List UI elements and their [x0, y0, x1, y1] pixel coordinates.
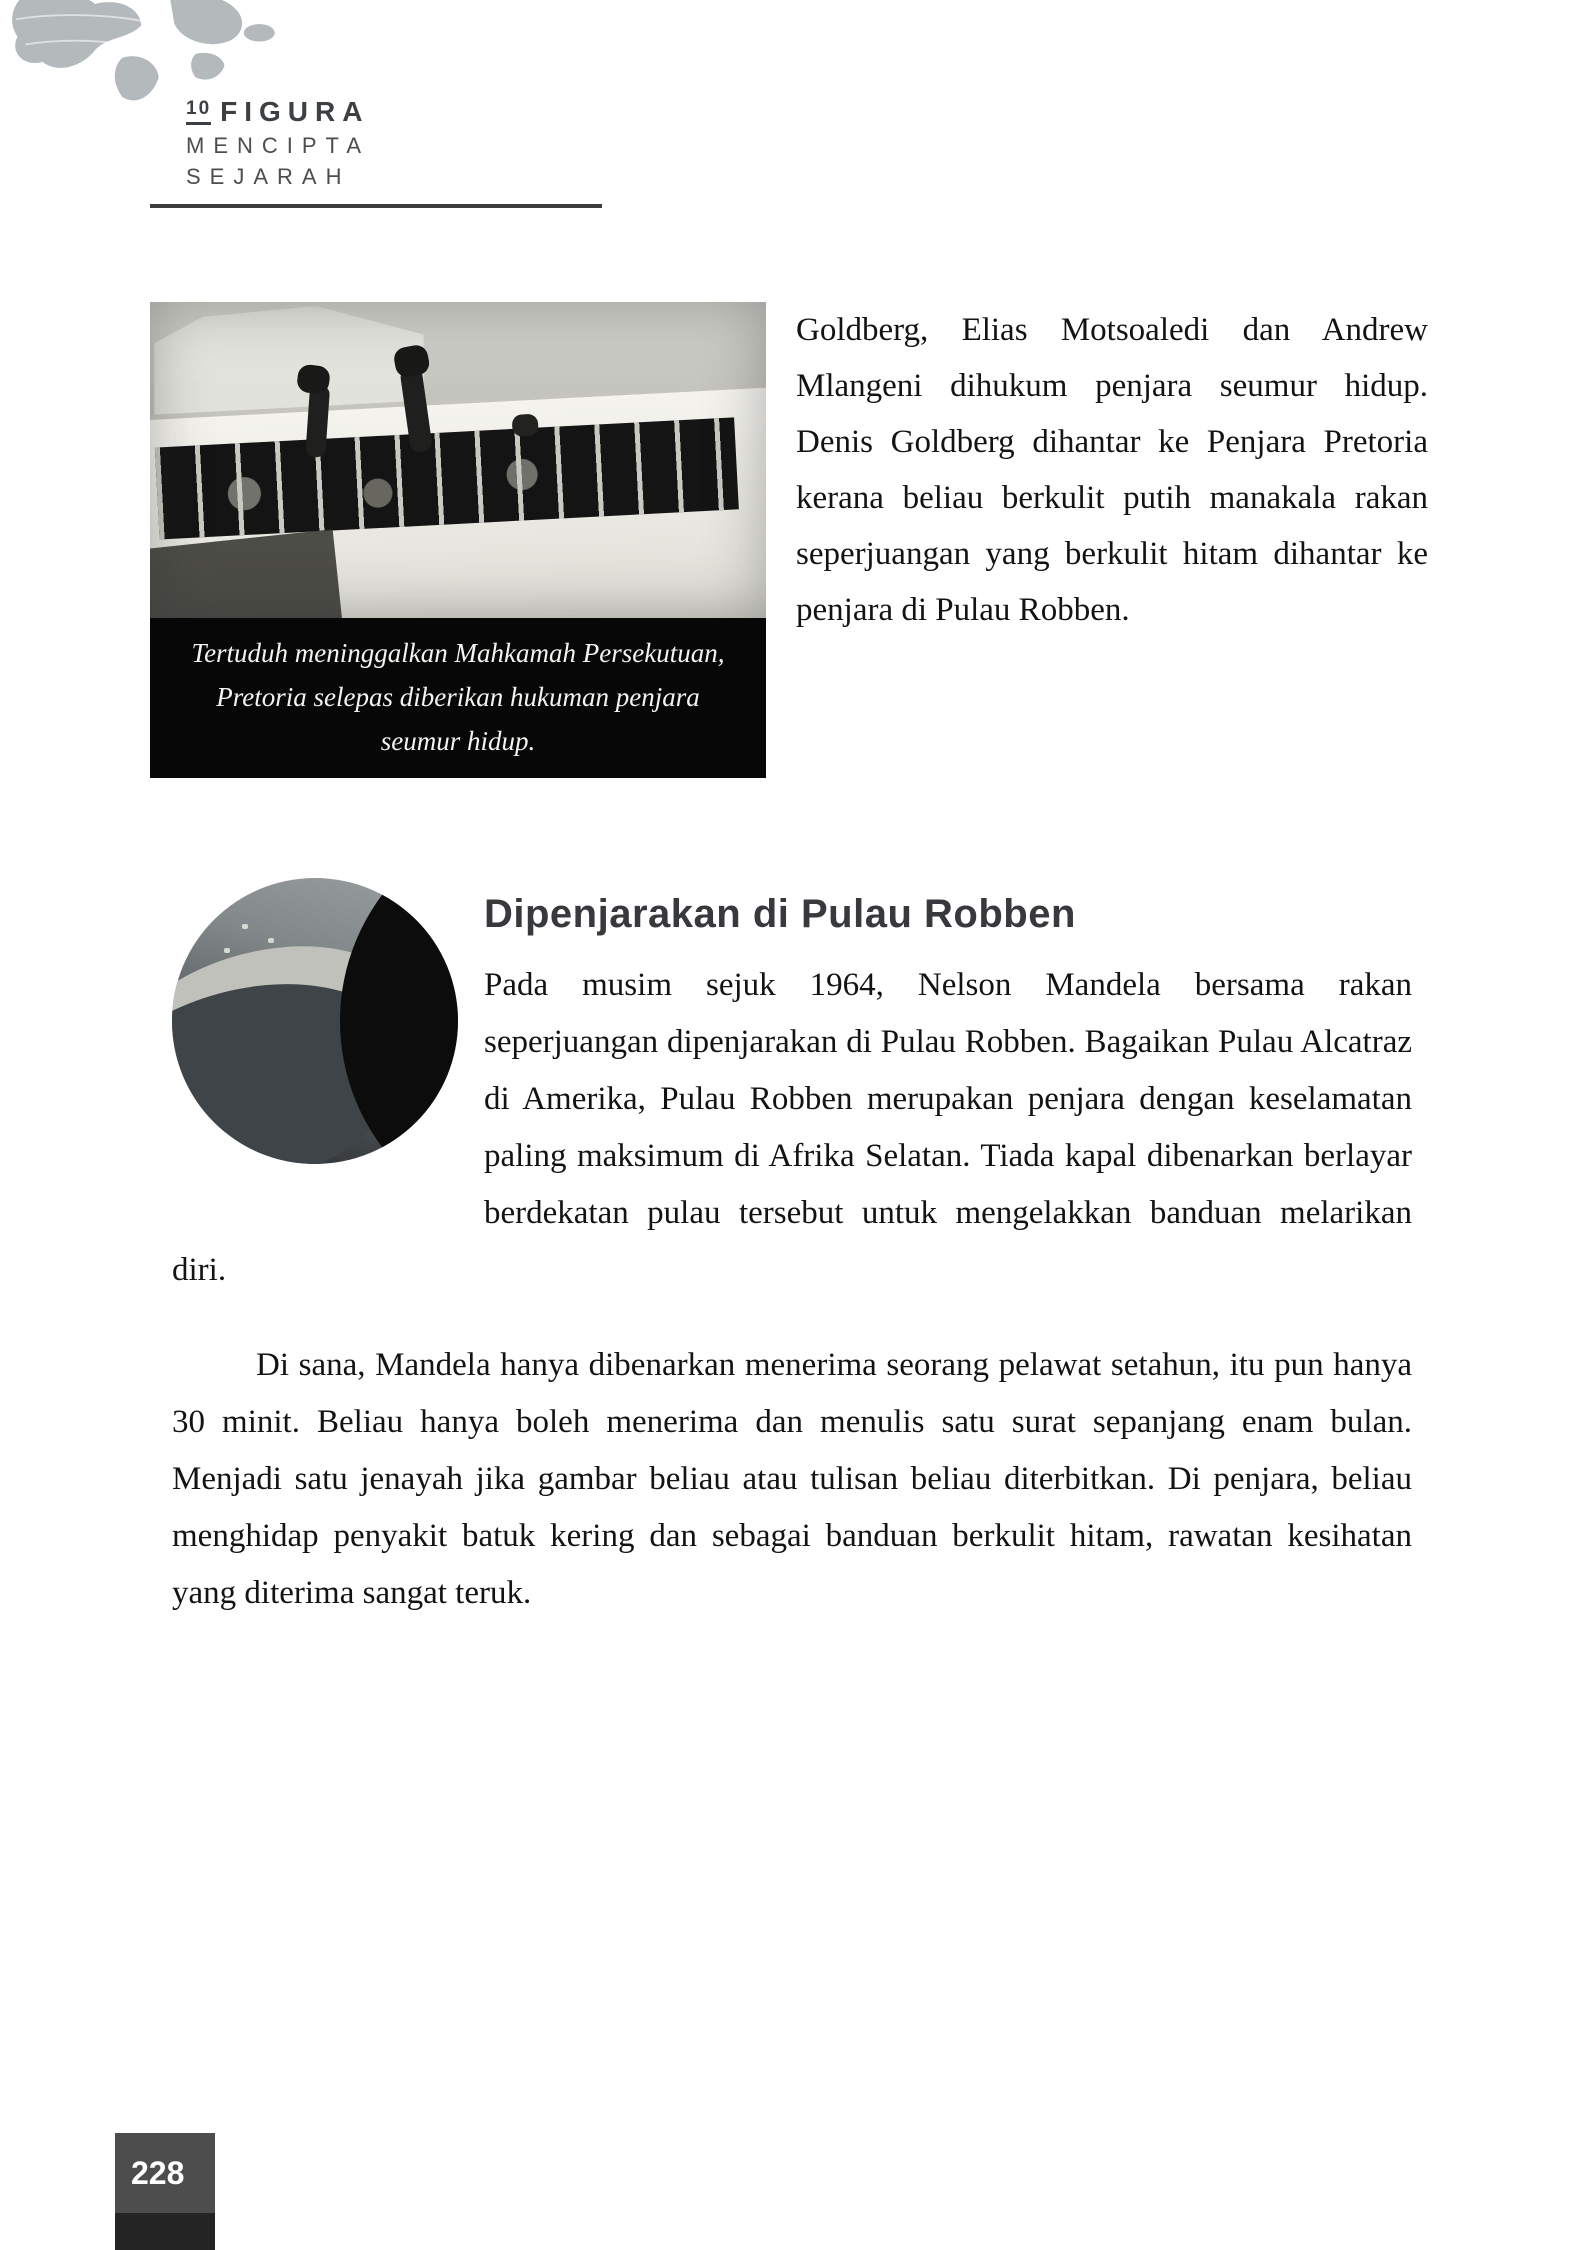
robben-island-photo	[172, 878, 458, 1164]
island-building-dot	[224, 948, 230, 953]
series-number: 10	[186, 98, 211, 125]
photo-caption: Tertuduh meninggalkan Mahkamah Persekutuan, Pretoria selepas diberikan hukuman penjara seumur hidup.	[150, 618, 766, 778]
prison-van-photo	[150, 302, 766, 618]
photo-vignette	[150, 302, 766, 618]
island-image-wrap	[172, 878, 458, 1182]
series-title-word: FIGURA	[220, 96, 370, 127]
section-heading: Dipenjarakan di Pulau Robben	[484, 892, 1076, 936]
series-title-line3: SEJARAH	[186, 164, 351, 189]
masthead-rule	[150, 204, 602, 208]
island-building-dot	[268, 938, 274, 943]
main-section	[172, 878, 1412, 1622]
page-number: 228	[131, 2154, 185, 2191]
page-number-box	[115, 2133, 215, 2213]
section-paragraph-1: Pada musim sejuk 1964, Nelson Mandela bersama rakan seperjuangan dipenjarakan di Pulau Robben. Bagaikan Pulau Alcatraz di Amerika, Pulau Robben merupakan penjara dengan keselamatan paling maksimum di Afrika Selatan. Tiada kapal dibenarkan berlayar berdekatan pulau tersebut untuk mengelakkan banduan melarikan diri.	[172, 967, 1412, 1288]
prison-van-figure	[150, 302, 766, 778]
section-paragraph-2: Di sana, Mandela hanya dibenarkan menerima seorang pelawat setahun, itu pun hanya 30 minit. Beliau hanya boleh menerima dan menulis satu surat sepanjang enam bulan. Menjadi satu jenayah jika gambar beliau atau tulisan beliau diterbitkan. Di penjara, beliau menghidap penyakit batuk kering dan sebagai banduan berkulit hitam, rawatan kesihatan yang diterima sangat teruk.	[172, 1347, 1412, 1611]
series-logo	[186, 96, 370, 190]
top-content-block	[150, 302, 1428, 778]
series-title-line2: MENCIPTA	[186, 133, 371, 158]
series-title-line1	[186, 96, 370, 128]
island-building-dot	[242, 924, 248, 929]
page-number-tail	[115, 2213, 215, 2250]
intro-paragraph: Goldberg, Elias Motsoaledi dan Andrew Mlangeni dihukum penjara seumur hidup. Denis Goldberg dihantar ke Penjara Pretoria kerana beliau berkulit putih manakala rakan seperjuangan yang berkulit hitam dihantar ke penjara di Pulau Robben.	[796, 312, 1428, 628]
